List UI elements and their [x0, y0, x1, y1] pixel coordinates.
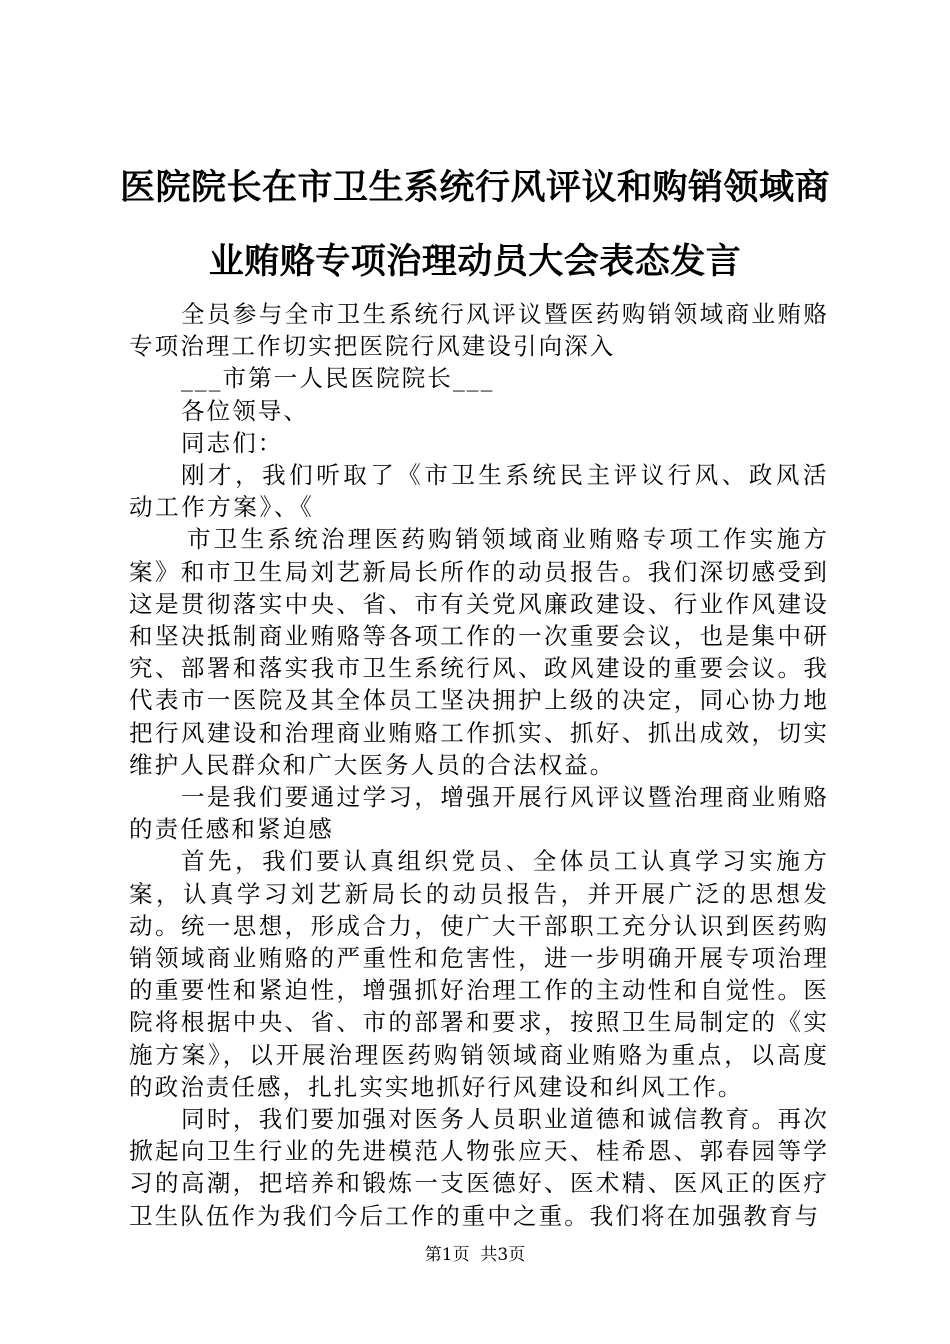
body-paragraph-3: 首先，我们要认真组织党员、全体员工认真学习实施方案，认真学习刘艺新局长的动员报告，并开展广泛的思想发动。统一思想，形成合力，使广大干部职工充分认识到医药购销领域商业贿赂的严重性和危害性，进一步明确开展专项治理的重要性和紧迫性，增强抓好治理工作的主动性和自觉性。医院将根据中央、省、市的部署和要求，按照卫生局制定的《实施方案》，以开展治理医药购销领域商业贿赂为重点，以高度的政治责任感，扎扎实实地抓好行风建设和纠风工作。 [129, 847, 829, 1101]
document-title-line-2: 业贿赂专项治理动员大会表态发言 [208, 241, 742, 282]
document-body [129, 298, 829, 1232]
body-paragraph-2: 市卫生系统治理医药购销领域商业贿赂专项工作实施方案》和市卫生局刘艺新局长所作的动员报告。我们深切感受到这是贯彻落实中央、省、市有关党风廉政建设、行业作风建设和坚决抵制商业贿赂等各项工作的一次重要会议，也是集中研究、部署和落实我市卫生系统行风、政风建设的重要会议。我代表市一医院及其全体员工坚决拥护上级的决定，同心协力地把行风建设和治理商业贿赂工作抓实、抓好、抓出成效，切实维护人民群众和广大医务人员的合法权益。 [129, 525, 829, 779]
page-footer [0, 1244, 950, 1266]
author-line: ___市第一人民医院院长___ [181, 364, 495, 393]
document-title-line-1: 医院院长在市卫生系统行风评议和购销领域商 [119, 167, 830, 208]
salutation-comrades: 同志们： [181, 428, 284, 457]
page-total: 共3页 [480, 1245, 526, 1265]
page-number: 第1页 [424, 1245, 470, 1265]
section-heading-1: 一是我们要通过学习，增强开展行风评议暨治理商业贿赂的责任感和紧迫感 [129, 783, 829, 844]
body-paragraph-1: 刚才，我们听取了《市卫生系统民主评议行风、政风活动工作方案》、《 [129, 461, 829, 522]
salutation-leaders: 各位领导、 [181, 396, 309, 425]
subtitle-paragraph: 全员参与全市卫生系统行风评议暨医药购销领域商业贿赂专项治理工作切实把医院行风建设引向深入 [129, 300, 829, 361]
body-paragraph-4: 同时，我们要加强对医务人员职业道德和诚信教育。再次掀起向卫生行业的先进模范人物张应天、桂希恩、郭春园等学习的高潮，把培养和锻炼一支医德好、医术精、医风正的医疗卫生队伍作为我们今后工作的重中之重。我们将在加强教育与 [129, 1105, 829, 1230]
